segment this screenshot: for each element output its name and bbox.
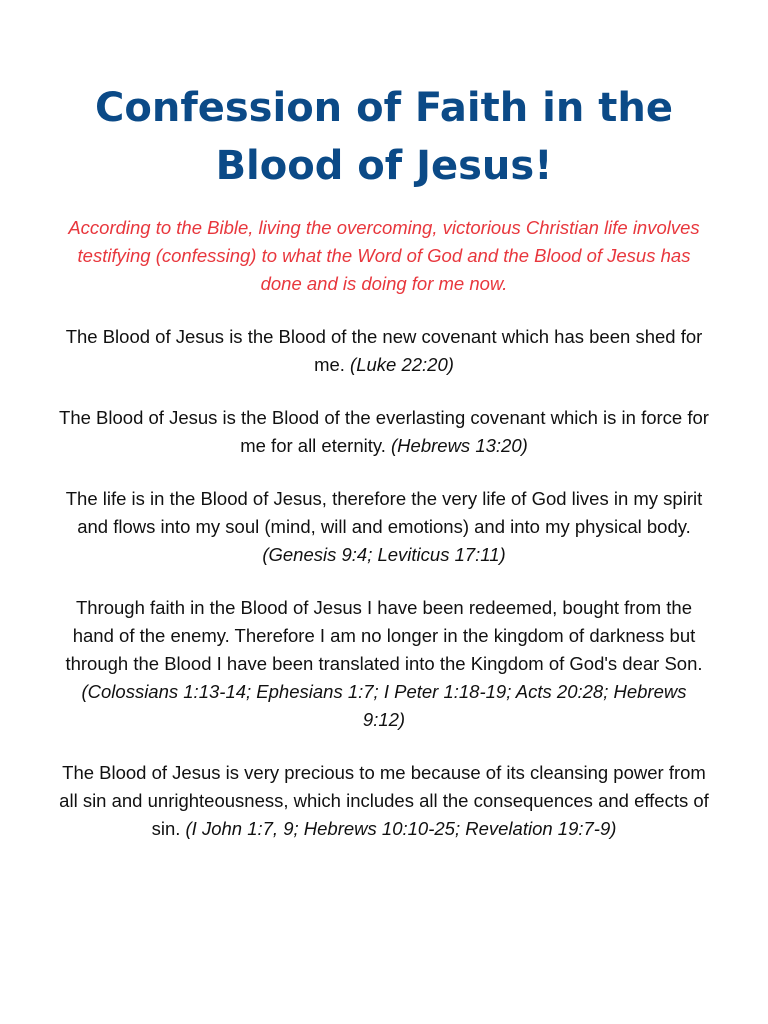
paragraph-text: The Blood of Jesus is the Blood of the everlasting covenant which is in force for me for all eternity. (59, 407, 709, 456)
confession-paragraph-5 (58, 759, 710, 843)
paragraph-text: The Blood of Jesus is the Blood of the new covenant which has been shed for me. (65, 326, 703, 375)
scripture-reference: (Genesis 9:4; Leviticus 17:11) (262, 544, 506, 565)
paragraph-text: The Blood of Jesus is very precious to me because of its cleansing power from all sin and unrighteousness, which includes all the consequences and effects of sin. (59, 762, 709, 839)
confession-paragraph-3 (58, 485, 710, 569)
scripture-reference: (I John 1:7, 9; Hebrews 10:10-25; Revelation 19:7-9) (185, 818, 617, 839)
confession-paragraph-4 (58, 594, 710, 734)
paragraph-text: The life is in the Blood of Jesus, therefore the very life of God lives in my spirit and flows into my soul (mind, will and emotions) and into my physical body. (65, 488, 703, 537)
confession-paragraph-2 (58, 404, 710, 460)
title-line-2: Blood of Jesus! (215, 143, 553, 189)
confession-paragraph-1 (58, 323, 710, 379)
paragraph-text: Through faith in the Blood of Jesus I have been redeemed, bought from the hand of the enemy. Therefore I am no longer in the kingdom of darkness but through the Blood I have been translated into the Kingdom of God's dear Son. (65, 597, 703, 674)
scripture-reference: (Colossians 1:13-14; Ephesians 1:7; I Peter 1:18-19; Acts 20:28; Hebrews 9:12) (81, 681, 687, 730)
intro-paragraph: According to the Bible, living the overcoming, victorious Christian life involves testifying (confessing) to what the Word of God and the Blood of Jesus has done and is doing for me now. (68, 217, 700, 294)
title-line-1: Confession of Faith in the (95, 85, 673, 131)
page-title (58, 79, 710, 195)
scripture-reference: (Hebrews 13:20) (391, 435, 528, 456)
scripture-reference: (Luke 22:20) (350, 354, 454, 375)
